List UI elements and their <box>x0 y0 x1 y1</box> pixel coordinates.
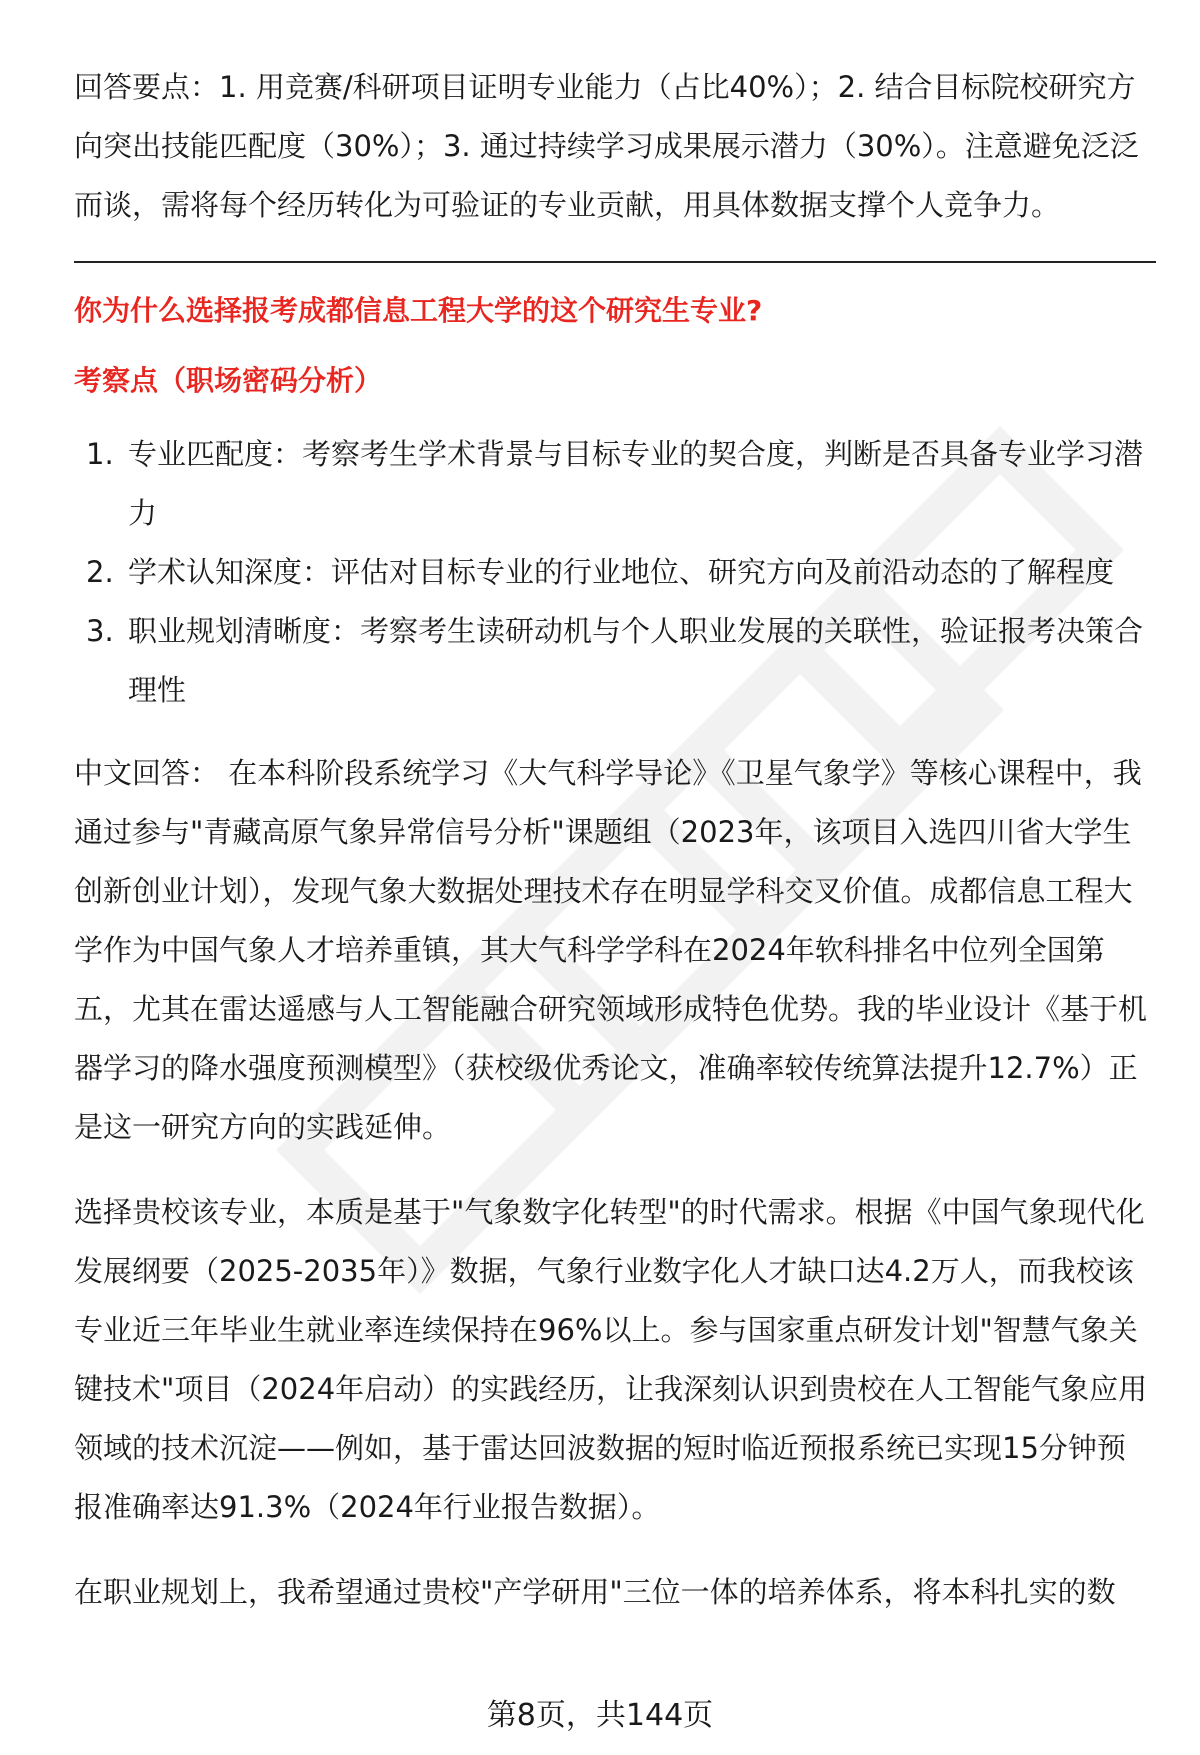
answer-paragraph: 选择贵校该专业，本质是基于"气象数字化转型"的时代需求。根据《中国气象现代化发展纲要（2025-2035年）》数据，气象行业数字化人才缺口达4.2万人，而我校该专业近三年毕业生就业率连续保持在96%以上。参与国家重点研发计划"智慧气象关键技术"项目（2024年启动）的实践经历，让我深刻认识到贵校在人工智能气象应用领域的技术沉淀——例如，基于雷达回波数据的短时临近预报系统已实现15分钟预报准确率达91.3%（2024年行业报告数据）。 <box>74 1195 1148 1524</box>
list-item-text: 职业规划清晰度：考察考生读研动机与个人职业发展的关联性，验证报考决策合理性 <box>128 614 1144 707</box>
list-number: 3. <box>86 614 114 648</box>
list-item-text: 学术认知深度：评估对目标专业的行业地位、研究方向及前沿动态的了解程度 <box>128 555 1115 589</box>
answer-key-points: 回答要点：1. 用竞赛/科研项目证明专业能力（占比40%）；2. 结合目标院校研究方向突出技能匹配度（30%）；3. 通过持续学习成果展示潜力（30%）。注意避免泛泛而谈，需将每个经历转化为可验证的专业贡献，用具体数据支撑个人竞争力。 <box>74 70 1139 222</box>
list-item <box>74 602 1154 720</box>
section-divider <box>74 261 1156 263</box>
list-number: 1. <box>86 437 114 471</box>
answer-paragraph: 中文回答： 在本科阶段系统学习《大气科学导论》《卫星气象学》等核心课程中，我通过参与"青藏高原气象异常信号分析"课题组（2023年，该项目入选四川省大学生创新创业计划），发现气象大数据处理技术存在明显学科交叉价值。成都信息工程大学作为中国气象人才培养重镇，其大气科学学科在2024年软科排名中位列全国第五，尤其在雷达遥感与人工智能融合研究领域形成特色优势。我的毕业设计《基于机器学习的降水强度预测模型》（获校级优秀论文，准确率较传统算法提升12.7%）正是这一研究方向的实践延伸。 <box>74 756 1148 1144</box>
assessment-points-list <box>74 425 1154 720</box>
assessment-points-title: 考察点（职场密码分析） <box>74 364 383 397</box>
list-number: 2. <box>86 555 114 589</box>
list-item <box>74 543 1154 602</box>
page-number-footer: 第8页，共144页 <box>486 1698 714 1733</box>
answer-paragraph: 在职业规划上，我希望通过贵校"产学研用"三位一体的培养体系，将本科扎实的数 <box>74 1575 1116 1609</box>
list-item-text: 专业匹配度：考察考生学术背景与目标专业的契合度，判断是否具备专业学习潜力 <box>128 437 1144 530</box>
question-title: 你为什么选择报考成都信息工程大学的这个研究生专业? <box>74 294 763 327</box>
page-content <box>74 58 1154 1648</box>
list-item <box>74 425 1154 543</box>
